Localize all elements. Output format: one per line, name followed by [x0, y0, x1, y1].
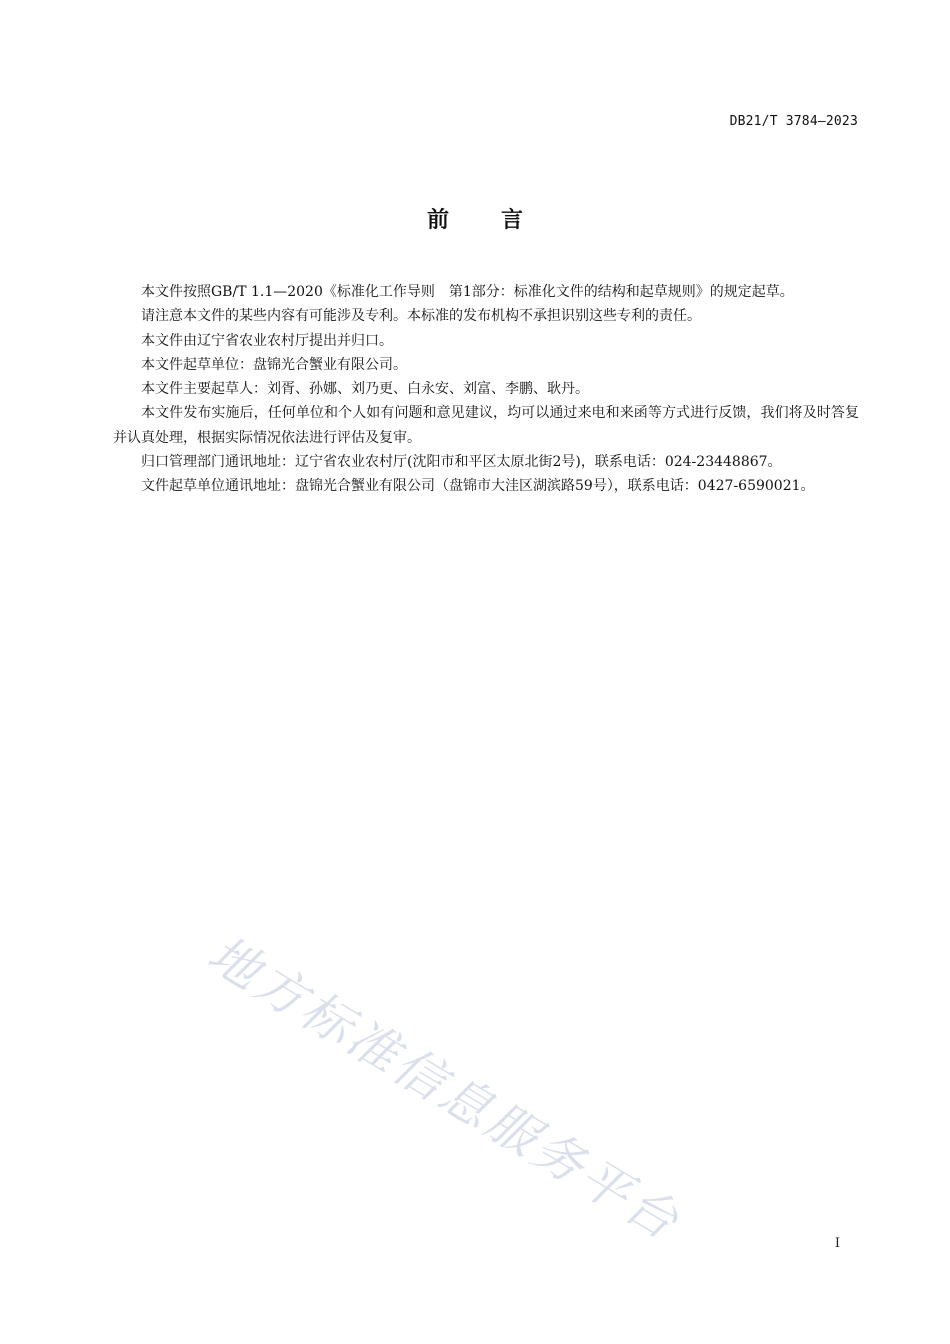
foreword-body	[113, 280, 859, 499]
paragraph-drafting-unit: 本文件起草单位：盘锦光合蟹业有限公司。	[141, 356, 407, 373]
page-number: I	[834, 1236, 840, 1251]
page-title	[0, 203, 950, 234]
paragraph-drafting-basis: 本文件按照GB/T 1.1—2020《标准化工作导则 第1部分：标准化文件的结构和起草规则》的规定起草。	[141, 284, 794, 300]
document-code: DB21/T 3784—2023	[729, 114, 858, 129]
paragraph-proposer: 本文件由辽宁省农业农村厅提出并归口。	[141, 332, 393, 349]
title-char-1: 前	[426, 208, 449, 233]
paragraph-drafter-address: 文件起草单位通讯地址：盘锦光合蟹业有限公司（盘锦市大洼区湖滨路59号），联系电话：0427-6590021。	[141, 478, 815, 495]
paragraph-feedback: 本文件发布实施后，任何单位和个人如有问题和意见建议，均可以通过来电和来函等方式进行反馈，我们将及时答复并认真处理，根据实际情况依法进行评估及复审。	[113, 405, 859, 446]
paragraph-patent-notice: 请注意本文件的某些内容有可能涉及专利。本标准的发布机构不承担识别这些专利的责任。	[141, 308, 701, 325]
title-char-2: 言	[501, 208, 524, 233]
paragraph-drafters: 本文件主要起草人：刘胥、孙娜、刘乃更、白永安、刘富、李鹏、耿丹。	[141, 381, 589, 398]
paragraph-authority-address: 归口管理部门通讯地址：辽宁省农业农村厅(沈阳市和平区太原北街2号)，联系电话：024-23448867。	[141, 454, 782, 471]
watermark: 地方标准信息服务平台	[198, 924, 691, 1253]
